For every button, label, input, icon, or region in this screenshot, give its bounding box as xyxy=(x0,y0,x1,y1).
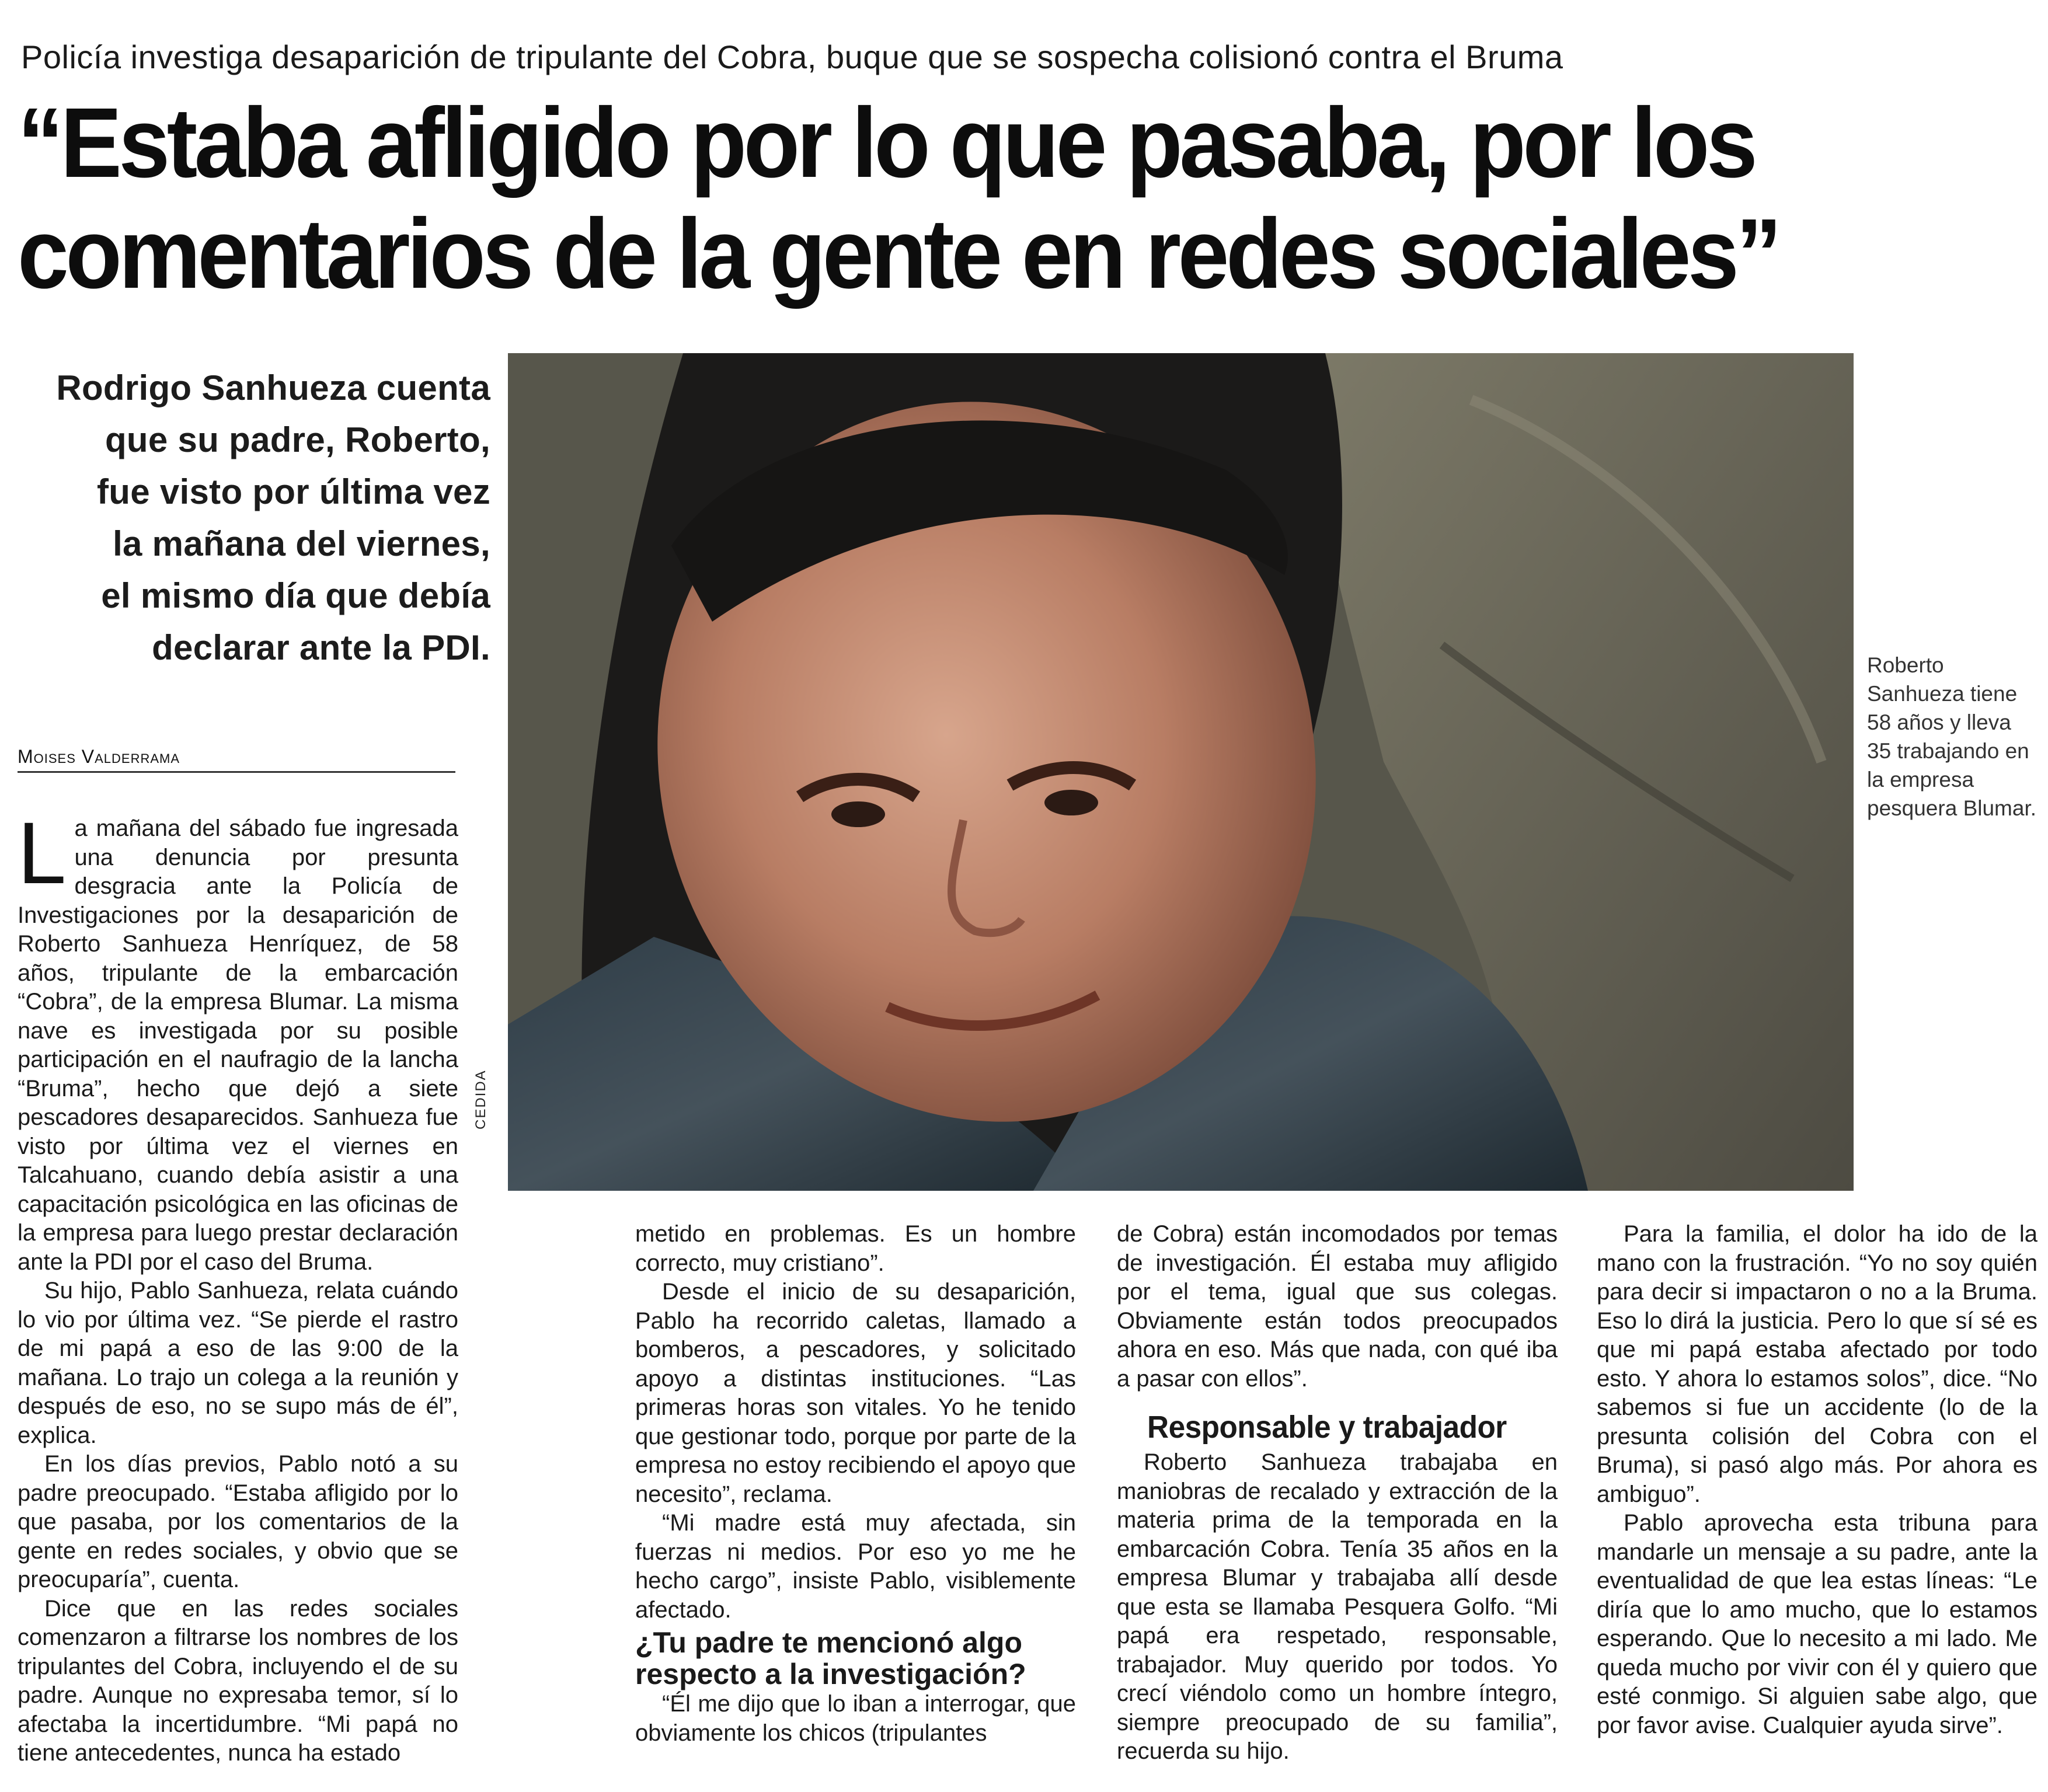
article-column-1 xyxy=(18,804,458,1768)
section-subhead: Responsable y trabajador xyxy=(1147,1410,1507,1445)
article-paragraph: Roberto Sanhueza trabajaba en maniobras de recalado y extracción de la materia prima de la temporada en la embarcación Cobra. Tenía 35 años en la empresa Blumar y trabajaba allí desde que esta se llamaba Pesquera Golfo. “Mi papá era respetado, responsable, trabajador. Muy querido por todos. Yo crecí viéndolo como un hombre íntegro, siempre preocupado de su familia”, recuerda su hijo. xyxy=(1117,1449,1558,1764)
deck xyxy=(18,362,490,674)
article-paragraph: “Mi madre está muy afectada, sin fuerzas ni medios. Por eso yo me he hecho cargo”, insiste Pablo, visiblemente afectado. xyxy=(635,1510,1076,1623)
article-column-4 xyxy=(1597,1220,2037,1740)
headline-line-1: “Estaba afligido por lo que pasaba, por los xyxy=(18,88,1755,198)
article-paragraph: de Cobra) están incomodados por temas de investigación. Él estaba muy afligido por el tema, igual que sus colegas. Obviamente están todos preocupados ahora en eso. Más que nada, con qué iba a pasar con ellos”. xyxy=(1117,1221,1558,1392)
article-paragraph: Desde el inicio de su desaparición, Pablo ha recorrido caletas, llamado a bomberos, a pescadores, y solicitado apoyo a distintas instituciones. “Las primeras horas son vitales. Yo he tenido que gestionar todo, porque por parte de la empresa no estoy recibiendo el apoyo que necesito”, reclama. xyxy=(635,1279,1076,1507)
article-paragraph: La mañana del sábado fue ingresada una denuncia por presunta desgracia ante la Policía de Investigaciones por la desaparición de Roberto Sanhueza Henríquez, de 58 años, tripulante de la embarcación “Cobra”, de la empresa Blumar. La misma nave es investigada por su posible participación en el naufragio de la lancha “Bruma”, hecho que dejó a siete pescadores desaparecidos. Sanhueza fue visto por última vez el viernes en Talcahuano, cuando debía asistir a una capacitación psicológica en las oficinas de la empresa para luego prestar declaración ante la PDI por el caso del Bruma. xyxy=(18,804,458,1275)
headline-line-2: comentarios de la gente en redes sociales” xyxy=(18,198,1779,309)
portrait-photo xyxy=(508,353,1854,1191)
deck-line: que su padre, Roberto, xyxy=(105,420,490,459)
article-column-3 xyxy=(1117,1220,1558,1766)
byline: Moises Valderrama xyxy=(18,746,455,773)
deck-line: fue visto por última vez xyxy=(97,472,490,511)
article-paragraph: “Él me dijo que lo iban a interrogar, que obviamente los chicos (tripulantes xyxy=(635,1691,1076,1746)
deck-line: declarar ante la PDI. xyxy=(152,628,490,667)
article-paragraph: metido en problemas. Es un hombre correcto, muy cristiano”. xyxy=(635,1221,1076,1276)
drop-cap: L xyxy=(18,804,67,902)
photo-credit: CEDIDA xyxy=(473,1069,489,1129)
article-paragraph: Para la familia, el dolor ha ido de la mano con la frustración. “Yo no soy quién para decir si impactaron o no a la Bruma. Eso lo dirá la justicia. Pero lo que sí sé es que mi papá estaba afectado por todo esto. Y ahora lo estamos solos”, dice. “No sabemos si fue un accidente (lo de la presunta colisión del Cobra con el Bruma), si pasó algo más. Por ahora es ambiguo”. xyxy=(1597,1221,2037,1507)
article-paragraph: Su hijo, Pablo Sanhueza, relata cuándo lo vio por última vez. “Se pierde el rastro de mi papá a eso de las 9:00 de la mañana. Lo trajo un colega a la reunión y después de eso, no se supo más de él”, explica. xyxy=(18,1278,458,1448)
deck-line: el mismo día que debía xyxy=(101,576,490,615)
headline xyxy=(18,88,1891,309)
deck-line: la mañana del viernes, xyxy=(113,524,490,563)
interview-question: ¿Tu padre te mencionó algo respecto a la investigación? xyxy=(635,1626,1026,1690)
article-paragraph: Pablo aprovecha esta tribuna para mandarle un mensaje a su padre, ante la eventualidad de que lea estas líneas: “Le diría que lo amo mucho, que lo estamos esperando. Que lo necesito a mi lado. Me queda mucho por vivir con él y quiero que esté conmigo. Si alguien sabe algo, que por favor avise. Cualquier ayuda sirve”. xyxy=(1597,1510,2037,1738)
deck-line: Rodrigo Sanhueza cuenta xyxy=(56,368,490,407)
article-column-2 xyxy=(635,1220,1076,1748)
article-paragraph: Dice que en las redes sociales comenzaron a filtrarse los nombres de los tripulantes del Cobra, incluyendo el de su padre. Aunque no expresaba temor, sí lo afectaba la incertidumbre. “Mi papá no tiene antecedentes, nunca ha estado xyxy=(18,1595,458,1766)
kicker: Policía investiga desaparición de tripulante del Cobra, buque que se sospecha colisionó contra el Bruma xyxy=(21,39,1563,75)
article-paragraph: En los días previos, Pablo notó a su padre preocupado. “Estaba afligido por lo que pasaba, por los comentarios de la gente en redes sociales, y obvio que se preocuparía”, cuenta. xyxy=(18,1451,458,1592)
portrait-illustration xyxy=(508,353,1854,1191)
photo-caption: Roberto Sanhueza tiene 58 años y lleva 35 trabajando en la empresa pesquera Blumar. xyxy=(1867,653,2037,820)
